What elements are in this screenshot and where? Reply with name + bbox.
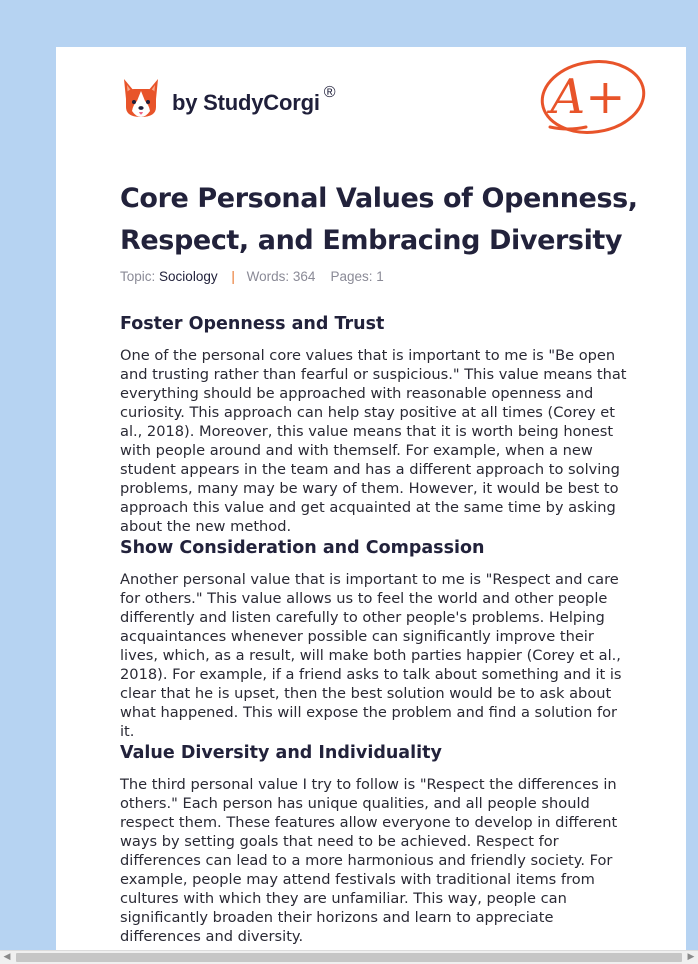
section-paragraph: Another personal value that is important to me is "Respect and care for others." This value allows us to feel the world and other people differently and listen carefully to other people's problems. Helping acquaintances whenever possible can significantly improve their lives, which, as a result, will make both parties happier (Corey et al., 2018). For example, if a friend asks to talk about something and it is clear that he is upset, then the best solution would be to ask about what happened. This will expose the problem and find a solution for it. <box>120 571 622 740</box>
section-openness <box>120 312 632 536</box>
brand-logo[interactable] <box>120 75 336 123</box>
scroll-left-icon[interactable]: ◀ <box>3 952 11 962</box>
section-paragraph: The third personal value I try to follow is "Respect the differences in others." Each person has unique qualities, and all people should respect them. These features allow everyone to develop in different ways by setting goals that need to be achieved. Respect for differences can lead to a more harmonious and friendly society. For example, people may attend festivals with traditional items from cultures with which they are unfamiliar. This way, people can significantly broaden their horizons and learn to appreciate differences and diversity. <box>120 776 618 945</box>
section-heading: Show Consideration and Compassion <box>120 538 485 558</box>
brand-name: by StudyCorgi <box>172 90 320 115</box>
section-consideration <box>120 536 632 741</box>
registered-mark: ® <box>323 84 336 101</box>
document-page <box>56 47 686 964</box>
corgi-head-icon <box>120 75 162 123</box>
section-paragraph: One of the personal core values that is important to me is "Be open and trusting rather than fearful or suspicious." This value means that everything should be approached with reasonable openness and curiosity. This approach can help stay positive at all times (Corey et al., 2018). Moreover, this value means that it is worth being honest with people around and with themself. For example, when a new student appears in the team and has a different approach to solving problems, many may be wary of them. However, it would be best to approach this value and get acquainted at the same time by asking about the new method. <box>120 347 627 535</box>
meta-separator: | <box>231 269 235 284</box>
topic-link[interactable]: Sociology <box>159 269 218 284</box>
article-body <box>120 312 632 946</box>
topic-label: Topic: <box>120 269 156 284</box>
badge-text: A+ <box>550 69 626 125</box>
page-count: Pages: 1 <box>330 269 384 284</box>
scrollbar-thumb[interactable] <box>16 953 682 962</box>
word-count: Words: 364 <box>246 269 316 284</box>
section-diversity <box>120 741 632 946</box>
a-plus-grade-icon <box>538 57 648 139</box>
scroll-right-icon[interactable]: ▶ <box>687 952 695 962</box>
section-heading: Value Diversity and Individuality <box>120 743 442 763</box>
article-meta <box>120 269 384 284</box>
section-heading: Foster Openness and Trust <box>120 314 385 334</box>
horizontal-scrollbar[interactable] <box>0 950 698 964</box>
page-title: Core Personal Values of Openness, Respect, and Embracing Diversity <box>120 183 638 256</box>
